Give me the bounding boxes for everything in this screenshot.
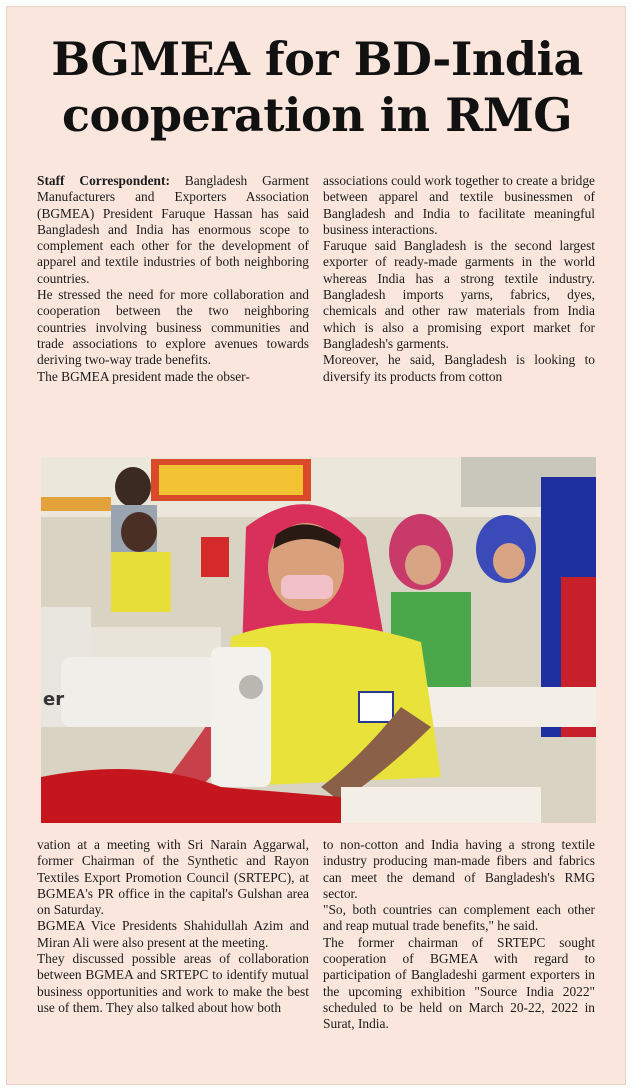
paragraph	[37, 173, 309, 287]
newspaper-clipping	[6, 6, 626, 1085]
paragraph: associations could work together to create a bridge between apparel and textile businessmen of Bangladesh and India to facilitate meaningful business interactions.	[323, 173, 595, 237]
paragraph: The BGMEA president made the obser-	[37, 368, 250, 384]
paragraph: "So, both countries can complement each other and reap mutual trade benefits," he said.	[323, 902, 595, 934]
paragraph: to non-cotton and India having a strong textile industry producing man-made fibers and fabrics can meet the demand of Bangladesh's RMG sector.	[323, 837, 595, 901]
column-top-right	[323, 173, 595, 385]
paragraph: vation at a meeting with Sri Narain Aggarwal, former Chairman of the Synthetic and Rayon Textiles Export Promotion Council (SRTEPC), at BGMEA's PR office in the capital's Gulshan area on Saturday.	[37, 837, 309, 918]
paragraph: The former chairman of SRTEPC sought cooperation of BGMEA with regard to participation of Bangladeshi garment exporters in the upcoming exhibition "Source India 2022" scheduled to be held on March 20-22, 2022 in Surat, India.	[323, 934, 595, 1032]
column-bottom-right	[323, 837, 595, 1033]
paragraph-text: Bangladesh Garment Manufacturers and Exporters Association (BGMEA) President Faruque Hassan has said Bangladesh and India has enormous scope to complement each other for the development of apparel and textile industries of both neighboring countries.	[37, 173, 309, 286]
headline-line-1: BGMEA for BD-India	[51, 32, 583, 86]
paragraph: BGMEA Vice Presidents Shahidullah Azim and Miran Ali were also present at the meeting.	[37, 918, 309, 950]
headline	[7, 31, 626, 143]
byline: Staff Correspondent:	[37, 173, 170, 188]
headline-line-2: cooperation in RMG	[61, 88, 573, 142]
column-top-left	[37, 173, 309, 385]
news-photo-garment-workers	[41, 457, 596, 823]
machine-label: er	[43, 689, 65, 710]
column-bottom-left	[37, 837, 309, 1016]
paragraph: He stressed the need for more collaboration and cooperation between the two neighboring countries involving business communities and trade associations to explore avenues towards deriving two-way trade benefits.	[37, 287, 309, 368]
paragraph: They discussed possible areas of collaboration between BGMEA and SRTEPC to identify mutual business opportunities and work to make the best use of them. They also talked about how both	[37, 951, 309, 1015]
paragraph: Faruque said Bangladesh is the second largest exporter of ready-made garments in the world whereas India has a strong textile industry. Bangladesh imports yarns, fabrics, dyes, chemicals and other raw materials from India which is also a promising export market for Bangladesh's garments.	[323, 238, 595, 351]
paragraph: Moreover, he said, Bangladesh is looking to diversify its products from cotton	[323, 352, 595, 384]
